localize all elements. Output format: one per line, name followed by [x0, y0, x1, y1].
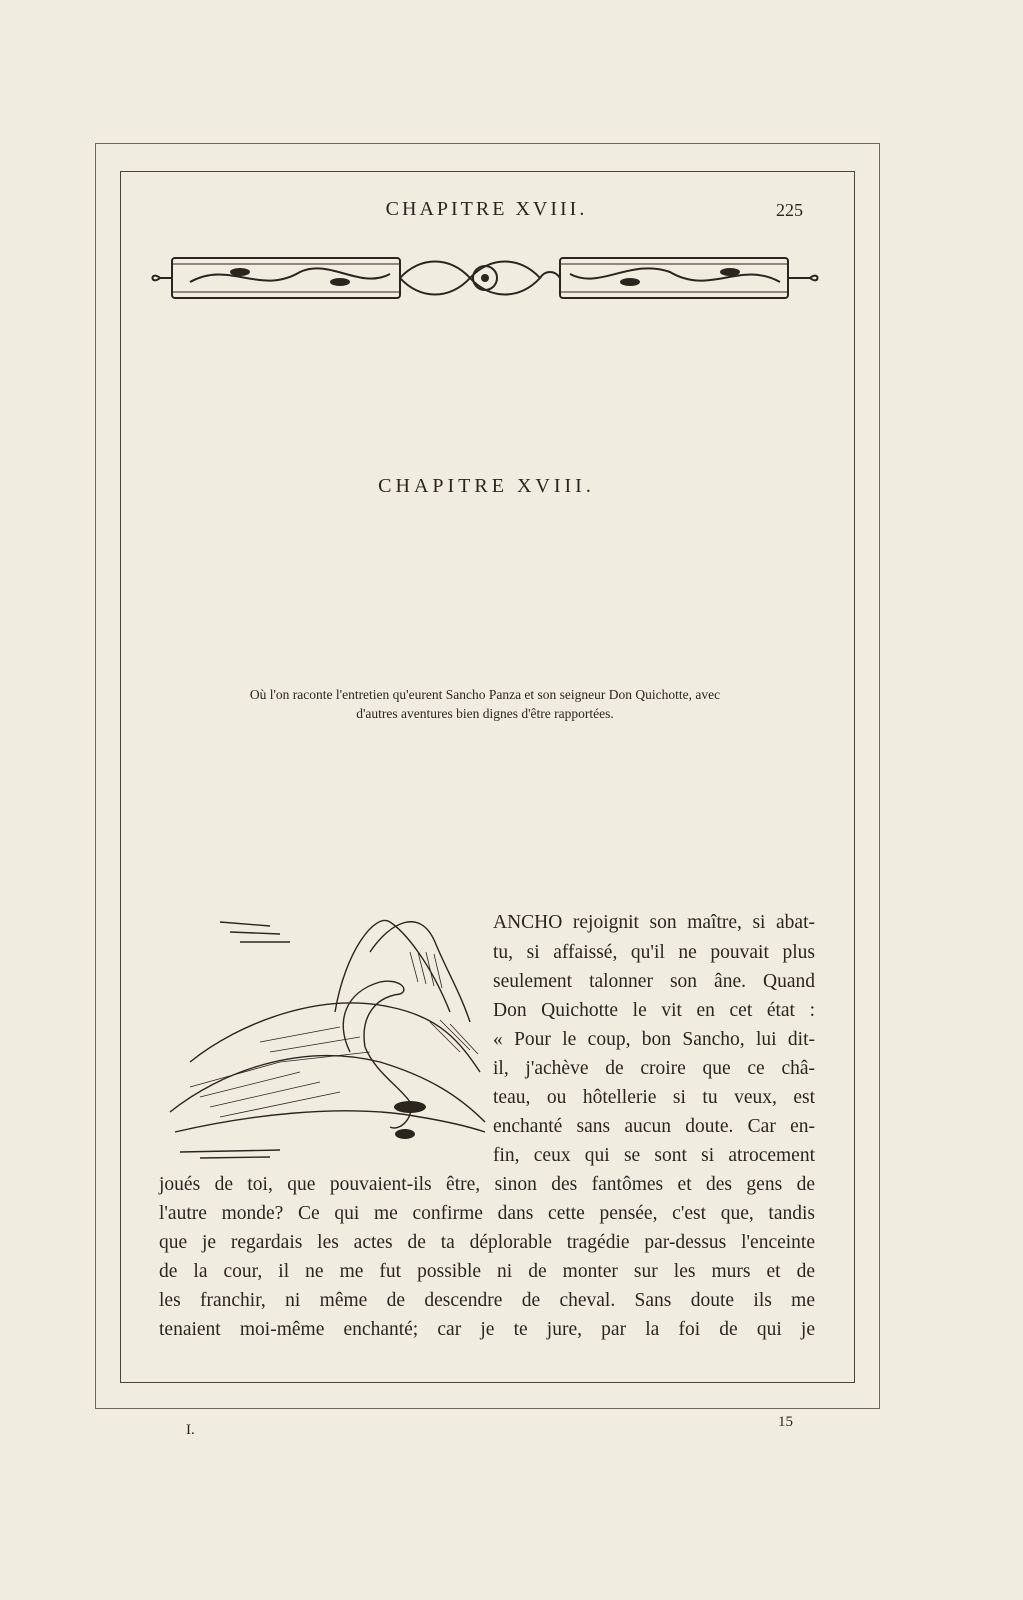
- body-line: que je regardais les actes de ta déplorable tragédie par-dessus l'enceinte: [159, 1232, 815, 1253]
- engraved-initial-vignette: [160, 912, 490, 1164]
- sheet-number: 15: [778, 1414, 793, 1430]
- body-line: tenaient moi-même enchanté; car je te jure, par la foi de qui je: [159, 1319, 815, 1340]
- body-line: joués de toi, que pouvaient-ils être, sinon des fantômes et des gens de: [159, 1174, 815, 1195]
- page-number: 225: [776, 200, 803, 220]
- body-line: de la cour, il ne me fut possible ni de monter sur les murs et de: [159, 1261, 815, 1282]
- body-line: il, j'achève de croire que ce châ-: [493, 1058, 815, 1079]
- body-line: l'autre monde? Ce qui me confirme dans cette pensée, c'est que, tandis: [159, 1203, 815, 1224]
- body-line: seulement talonner son âne. Quand: [493, 971, 815, 992]
- body-line: les franchir, ni même de descendre de cheval. Sans doute ils me: [159, 1290, 815, 1311]
- body-line: ANCHO rejoignit son maître, si abat-: [493, 912, 815, 933]
- body-line: « Pour le coup, bon Sancho, lui dit-: [493, 1029, 815, 1050]
- body-line: teau, ou hôtellerie si tu veux, est: [493, 1087, 815, 1108]
- running-head: CHAPITRE XVIII.: [385, 198, 588, 220]
- chapter-summary: [156, 685, 814, 723]
- ornamental-headpiece: [150, 250, 820, 306]
- signature-mark: I.: [186, 1422, 195, 1438]
- body-line: fin, ceux qui se sont si atrocement: [493, 1145, 815, 1166]
- summary-line: Où l'on raconte l'entretien qu'eurent Sancho Panza et son seigneur Don Quichotte, avec: [249, 687, 721, 702]
- body-line: tu, si affaissé, qu'il ne pouvait plus: [493, 942, 815, 963]
- summary-line: d'autres aventures bien dignes d'être rapportées.: [356, 706, 614, 721]
- chapter-title: CHAPITRE XVIII.: [378, 475, 595, 497]
- body-line: Don Quichotte le vit en cet état :: [493, 1000, 815, 1021]
- body-line: enchanté sans aucun doute. Car en-: [493, 1116, 815, 1137]
